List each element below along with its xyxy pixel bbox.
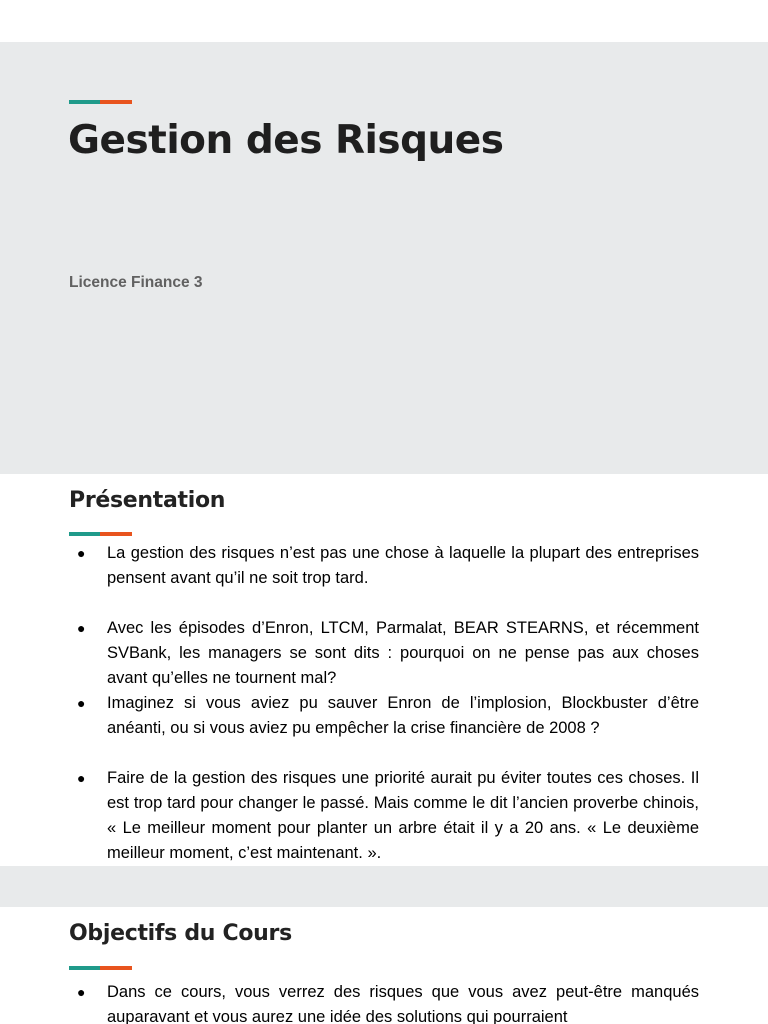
bullet-item <box>0 541 768 591</box>
bullet-dot-icon: ● <box>77 695 86 711</box>
slide-title: Gestion des Risques <box>68 118 504 163</box>
bullet-item <box>0 980 768 1024</box>
accent-bar-orange <box>100 100 132 104</box>
accent-bar-teal <box>69 532 100 536</box>
bullet-dot-icon: ● <box>77 984 86 1000</box>
title-slide <box>0 42 768 474</box>
objectives-slide <box>0 907 768 1024</box>
bullet-list <box>0 541 768 866</box>
accent-bar-teal <box>69 100 100 104</box>
accent-bar-orange <box>100 966 132 970</box>
bullet-text: Imaginez si vous aviez pu sauver Enron de l’implosion, Blockbuster d’être anéanti, ou si vous aviez pu empêcher la crise financière de 2008 ? <box>107 694 699 737</box>
bullet-item <box>0 616 768 691</box>
bullet-text: Avec les épisodes d’Enron, LTCM, Parmalat, BEAR STEARNS, et récemment SVBank, les managers se sont dits : pourquoi on ne pense pas aux choses avant qu’elles ne tournent mal? <box>107 619 699 687</box>
bullet-dot-icon: ● <box>77 545 86 561</box>
bullet-text: La gestion des risques n’est pas une chose à laquelle la plupart des entreprises pensent avant qu’il ne soit trop tard. <box>107 544 699 587</box>
accent-bar <box>69 966 132 970</box>
bullet-text: Dans ce cours, vous verrez des risques que vous avez peut-être manqués auparavant et vous aurez une idée des solutions qui pourraient <box>107 983 699 1024</box>
accent-bar <box>69 532 132 536</box>
slide-separator <box>0 866 768 907</box>
presentation-slide <box>0 474 768 866</box>
slide-subtitle: Licence Finance 3 <box>69 274 203 291</box>
bullet-item <box>0 691 768 741</box>
bullet-dot-icon: ● <box>77 770 86 786</box>
bullet-dot-icon: ● <box>77 620 86 636</box>
bullet-list <box>0 980 768 1024</box>
accent-bar <box>69 100 132 104</box>
accent-bar-teal <box>69 966 100 970</box>
section-heading: Objectifs du Cours <box>69 921 292 946</box>
accent-bar-orange <box>100 532 132 536</box>
section-heading: Présentation <box>69 488 226 513</box>
bullet-item <box>0 766 768 866</box>
bullet-text: Faire de la gestion des risques une priorité aurait pu éviter toutes ces choses. Il est trop tard pour changer le passé. Mais comme le dit l’ancien proverbe chinois, « Le meilleur moment pour planter un arbre était il y a 20 ans. « Le deuxième meilleur moment, c’est maintenant. ». <box>107 769 699 862</box>
